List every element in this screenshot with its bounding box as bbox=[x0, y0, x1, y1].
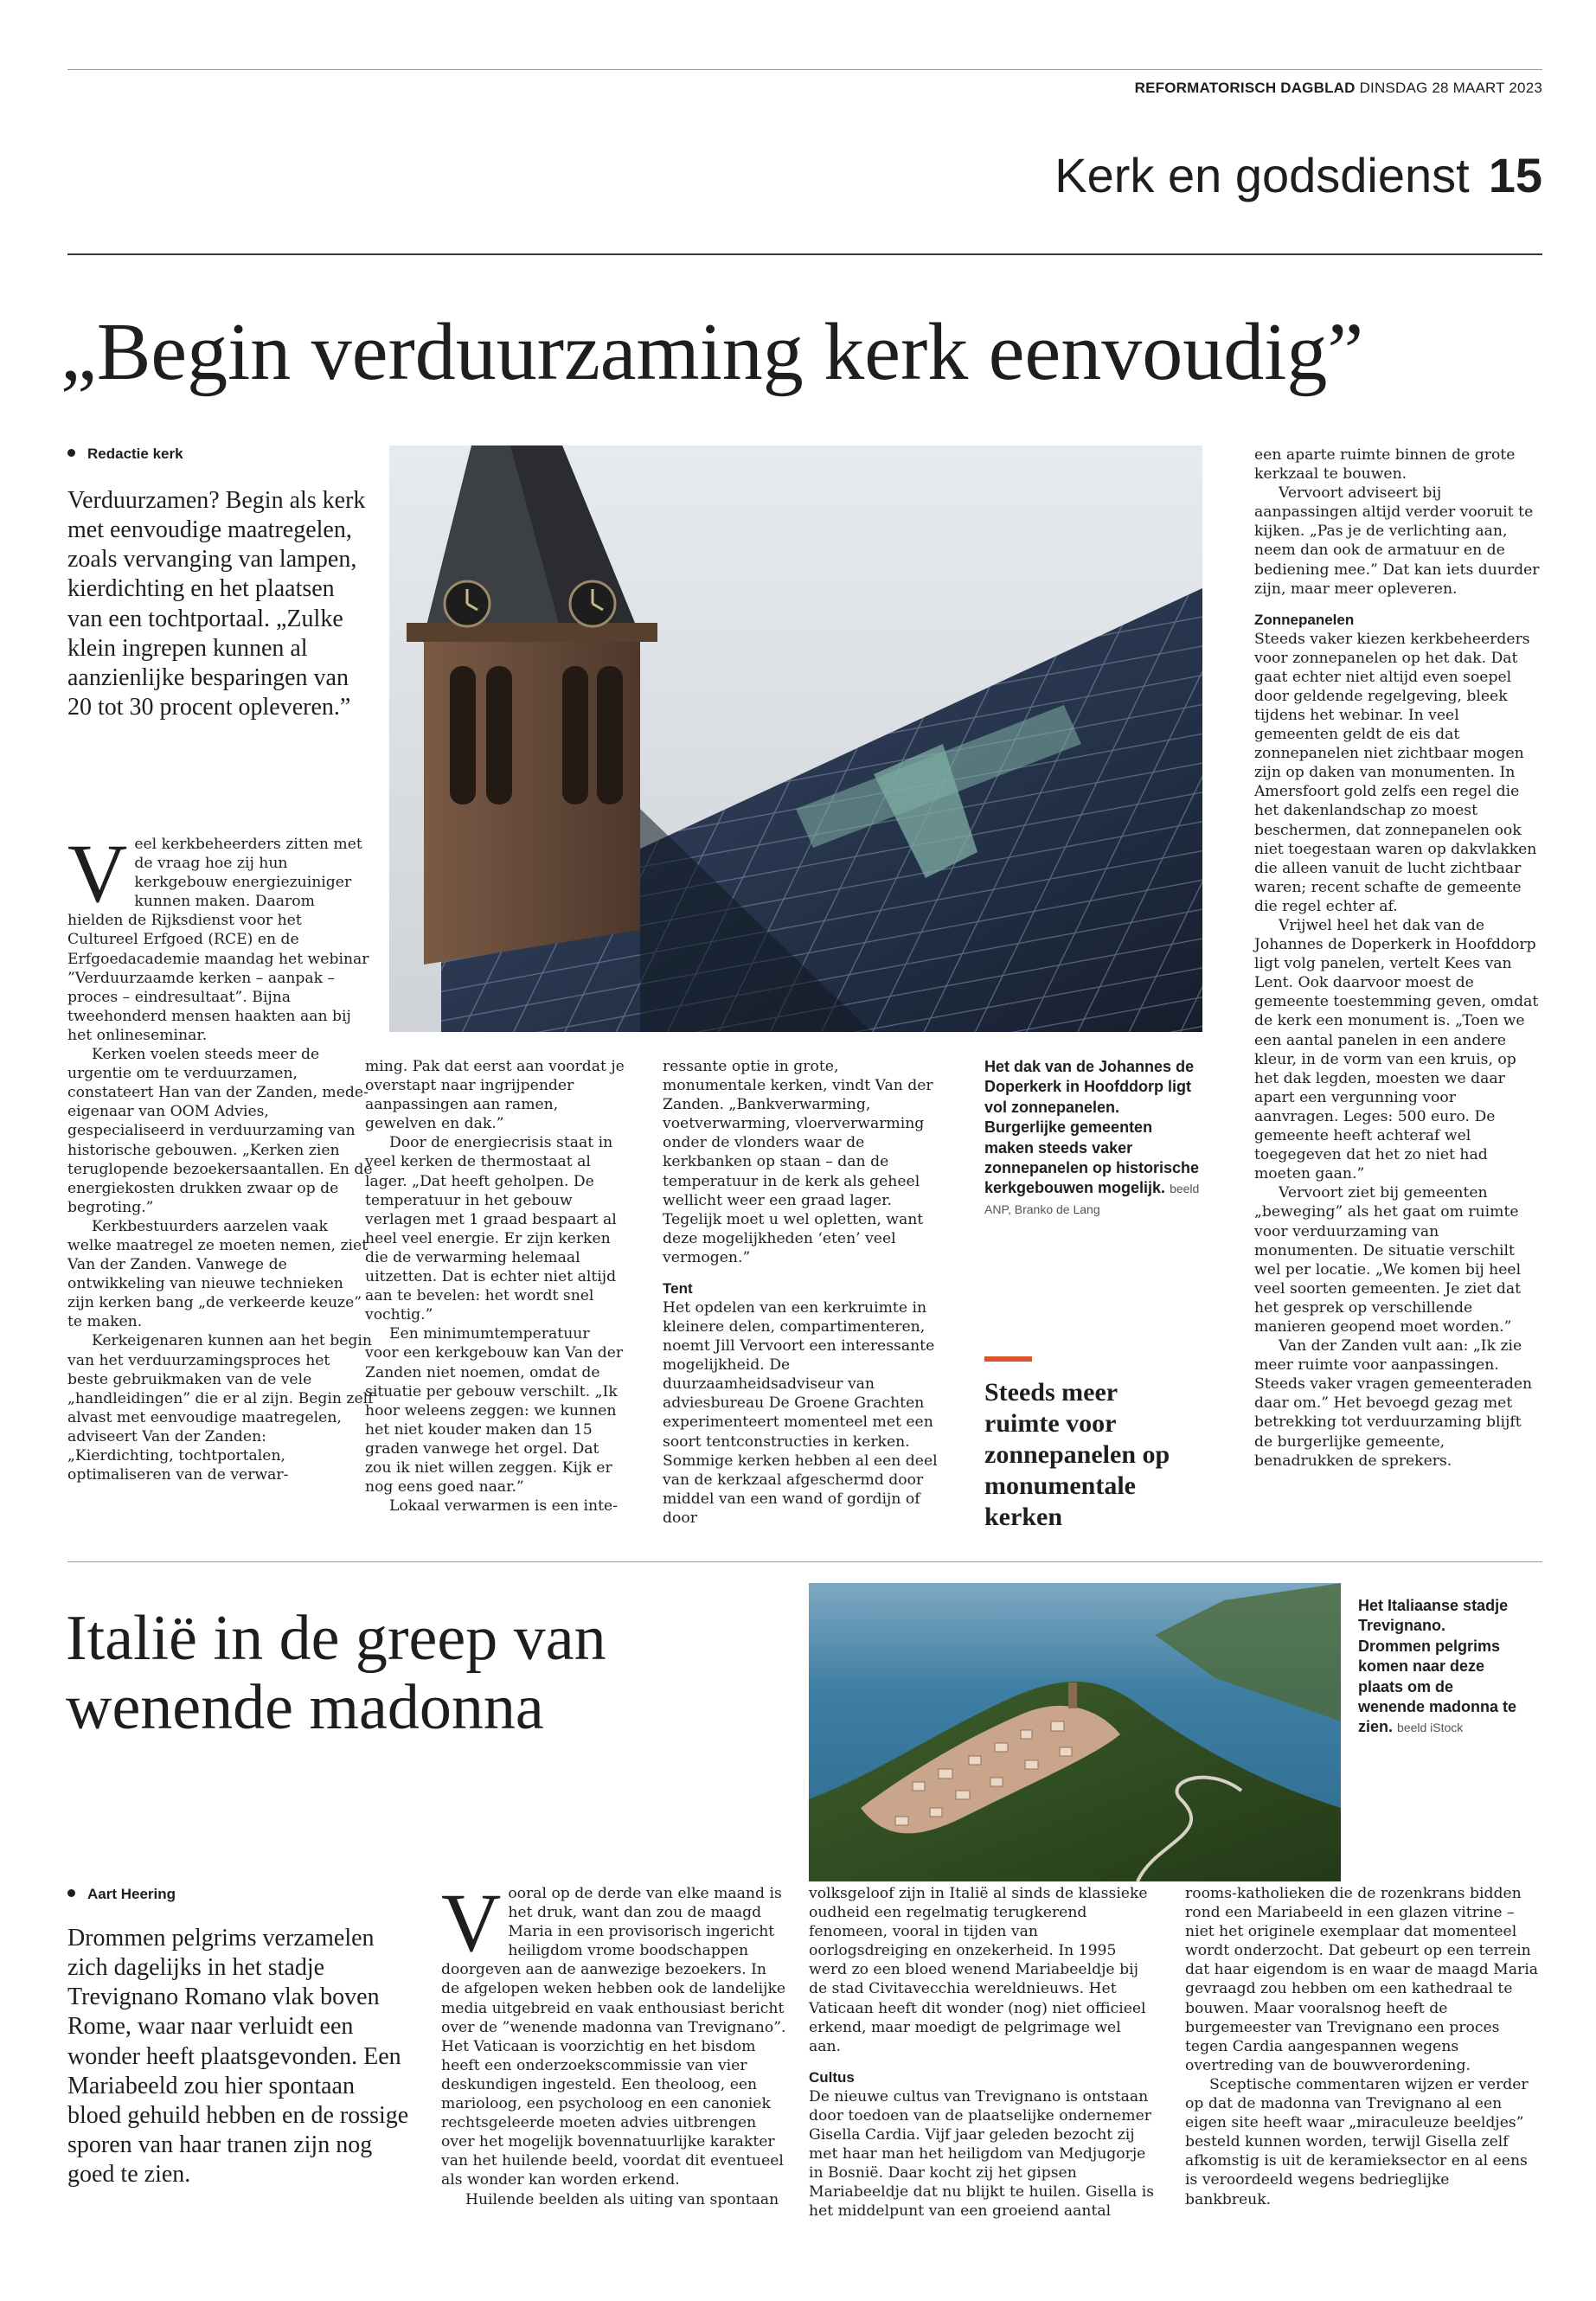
paragraph: een aparte ruimte binnen de grote kerkzaal te bouwen. bbox=[1254, 446, 1516, 484]
paragraph: Van der Zanden vult aan: „Ik zie meer ruimte voor aanpassingen. Steeds vaker vragen gemeenteraden daar om.” Het bevoegd gezag met betrekking tot verduurzaming blijft de burgerlijke gemeente, benadrukken de sprekers. bbox=[1254, 1337, 1533, 1470]
paragraph: Steeds vaker kiezen kerkbeheerders voor zonnepanelen op het dak. Dat gaat echter niet altijd even soepel door geldende regelgeving, bleek tijdens het webinar. In veel gemeenten geldt de eis dat zonnepanelen niet zichtbaar mogen zijn op daken van monumenten. In Amersfoort gold zelfs een regel die het dakenlandschap zo moest beschermen, dat zonnepanelen ook niet toegestaan waren op dakvlakken die alleen vanuit de lucht zichtbaar waren; recent schafte de gemeente die regel echter af. bbox=[1254, 630, 1537, 915]
article1-col2 bbox=[365, 1057, 625, 1516]
masthead-paper: REFORMATORISCH DAGBLAD bbox=[1134, 80, 1356, 96]
caption-text: Het dak van de Johannes de Doperkerk in Hoofddorp ligt vol zonnepanelen. Burgerlijke gemeenten maken steeds vaker zonnepanelen op historische kerkgebouwen mogelijk. bbox=[984, 1058, 1200, 1197]
article1-dropcap: V bbox=[67, 827, 128, 920]
paragraph: Sceptische commentaren wijzen er verder op dat de madonna van Trevignano al een eigen site heeft waar „miraculeuze beeldjes” besteld kunnen worden, terwijl Gisella zelf afkomstig is uit de keramieksector en al eens is veroordeeld wegens bedrieglijke bankbreuk. bbox=[1185, 2075, 1529, 2208]
article-divider bbox=[67, 1561, 1542, 1562]
article1-photo-caption bbox=[984, 1057, 1201, 1219]
byline-bullet bbox=[67, 1889, 75, 1897]
article2-byline bbox=[67, 1886, 176, 1903]
article2-col1 bbox=[441, 1876, 789, 2209]
article2-dropcap: V bbox=[441, 1876, 502, 1969]
paragraph: De nieuwe cultus van Trevignano is ontstaan door toedoen van de plaatselijke ondernemer Gisella Cardia. Vijf jaar geleden bezocht zij met haar man het heiligdom van Medjugorje in Bosnië. Daar kocht zij het gipsen Mariabeeldje dat nu blijkt te huilen. Gisella is het middelpunt van een groeiend aantal bbox=[809, 2087, 1155, 2221]
byline-bullet bbox=[67, 449, 75, 457]
article1-byline bbox=[67, 445, 183, 463]
pullquote-accent-bar bbox=[984, 1356, 1032, 1362]
paragraph: Vrijwel heel het dak van de Johannes de Doperkerk in Hoofddorp ligt volg panelen, vertelt Kees van Lent. Ook daarvoor moest de gemeente toestemming geven, omdat de kerk een monument is. „Toen we een aantal panelen in een andere kleur, in de vorm van een kruis, op het dak legden, moesten we daar apart een vergunning voor aanvragen. Leges: 500 euro. De gemeente heeft achteraf wel toegegeven dat het zo niet had moeten gaan.” bbox=[1254, 917, 1539, 1183]
caption-credit: beeld iStock bbox=[1397, 1721, 1464, 1735]
paragraph: Huilende beelden als uiting van spontaan bbox=[465, 2190, 779, 2208]
article2-col3 bbox=[1185, 1884, 1540, 2209]
article2-intro: Drommen pelgrims verzamelen zich dagelijks in het stadje Trevignano Romano vlak boven Rome, waar naar verluidt een wonder heeft plaatsgevonden. Een Mariabeeld zou hier spontaan bloed gehuild hebben en de rossige sporen van haar tranen zijn nog goed te zien. bbox=[67, 1925, 409, 2189]
page-number: 15 bbox=[1488, 148, 1542, 202]
paragraph: rooms-katholieken die de rozenkrans bidden rond een Mariabeeld in een glazen vitrine – niet het originele exemplaar dat momenteel wordt onderzocht. Dat gebeurt op een terrein dat haar eigendom is en waar de maagd Maria gevraagd zou hebben om een kathedraal te bouwen. Maar vooralsnog heeft de burgemeester van Trevignano een proces tegen Cardia aangespannen wegens overtreding van de bouwverordening. bbox=[1185, 1885, 1538, 2074]
section-name: Kerk en godsdienst bbox=[1054, 148, 1470, 202]
article1-subhead-tent: Tent bbox=[663, 1280, 693, 1298]
paragraph: Vervoort adviseert bij aanpassingen altijd verder vooruit te kijken. „Pas je de verlichting aan, neem dan ook de armatuur en de bediening mee.” Dat kan iets duurder zijn, maar meer opleveren. bbox=[1254, 484, 1540, 598]
top-rule bbox=[67, 69, 1542, 70]
article1-subhead-zonnepanelen: Zonnepanelen bbox=[1254, 611, 1355, 628]
section-header bbox=[1054, 147, 1542, 203]
article1-col3 bbox=[663, 1057, 939, 1528]
paragraph: ooral op de derde van elke maand is het druk, want dan zou de maagd Maria in een provisorisch ingericht heiligdom vrome boodschappen doorgeven aan de aanwezige bezoekers. In de afgelopen weken hebben ook de landelijke media uitgebreid en vaak enthousiast bericht over de ”wenende madonna van Trevignano”. Het Vaticaan is voorzichtig en het bisdom heeft een onderzoekscommissie van vier deskundigen ingesteld. Een theoloog, een marioloog, een psycholoog en een canoniek rechtsgeleerde moeten advies uitbrengen over het mogelijk bovennatuurlijke karakter van het huilende beeld, voordat dit eventueel als wonder kan worden erkend. bbox=[441, 1885, 786, 2189]
article2-subhead-cultus: Cultus bbox=[809, 2068, 855, 2086]
church-solar-photo bbox=[389, 445, 1202, 1032]
article2-col2 bbox=[809, 1884, 1157, 2221]
masthead bbox=[1135, 80, 1542, 97]
article1-headline: „Begin verduurzaming kerk eenvoudig” bbox=[61, 307, 1364, 397]
article2-author: Aart Heering bbox=[87, 1886, 176, 1902]
section-rule bbox=[67, 253, 1542, 255]
paragraph: Door de energiecrisis staat in veel kerken de thermostaat al lager. „Dat heeft geholpen. De temperatuur in het gebouw verlagen met 1 graad bespaart al heel veel energie. Er zijn kerken die de verwarming helemaal uitzetten. Dat is echter niet altijd aan te bevelen: het wordt snel vochtig.” bbox=[365, 1134, 617, 1324]
article1-intro: Verduurzamen? Begin als kerk met eenvoudige maatregelen, zoals vervanging van lampen, kierdichting en het plaatsen van een tochtportaal. „Zulke klein ingrepen kunnen al aanzienlijke besparingen van 20 tot 30 procent opleveren.” bbox=[67, 487, 366, 721]
article1-pullquote: Steeds meer ruimte voor zonnepanelen op monumentale kerken bbox=[984, 1378, 1170, 1531]
article2-photo-caption bbox=[1358, 1596, 1522, 1738]
article1-col5 bbox=[1254, 445, 1544, 1471]
caption-credit: beeld ANP, Branko de Lang bbox=[984, 1182, 1200, 1216]
paragraph: Vervoort ziet bij gemeenten „beweging” als het gaat om ruimte voor verduurzaming van monumenten. De situatie verschilt wel per locatie. „We komen bij heel veel soorten gemeenten. Je ziet dat het gesprek op verschillende manieren geopend moet worden.” bbox=[1254, 1184, 1522, 1336]
paragraph: volksgeloof zijn in Italië al sinds de klassieke oudheid een regelmatig terugkerend fenomeen, vooral in tijden van oorlogsdreiging en onzekerheid. In 1995 werd zo een bloed wenend Mariabeeldje bij de stad Civitavecchia wereldnieuws. Het Vaticaan heeft dit wonder (nog) niet officieel erkend, maar moedigt de pelgrimage wel aan. bbox=[809, 1885, 1148, 2055]
paragraph: Kerkbestuurders aarzelen vaak welke maatregel ze moeten nemen, ziet Van der Zanden. Vanwege de ontwikkeling van nieuwe technieken zijn kerken bang „de verkeerde keuze” te maken. bbox=[67, 1217, 369, 1331]
paragraph: ming. Pak dat eerst aan voordat je overstapt naar ingrijpender aanpassingen aan ramen, gewelven en dak.” bbox=[365, 1058, 625, 1133]
article1-col1 bbox=[67, 827, 375, 1484]
caption-text: Het Italiaanse stadje Trevignano. Drommen pelgrims komen naar deze plaats om de wenende madonna te zien. bbox=[1358, 1597, 1517, 1736]
article1-author: Redactie kerk bbox=[87, 445, 183, 462]
paragraph: Lokaal verwarmen is een inte- bbox=[389, 1497, 619, 1516]
paragraph: eel kerkbeheerders zitten met de vraag hoe zij hun kerkgebouw energiezuiniger kunnen maken. Daarom hielden de Rijksdienst voor het Cultureel Erfgoed (RCE) en de Erfgoedacademie maandag het webinar ”Verduurzaamde kerken – aanpak – proces – eindresultaat”. Bijna tweehonderd mensen haakten aan bij het onlineseminar. bbox=[67, 836, 369, 1044]
masthead-date: DINSDAG 28 MAART 2023 bbox=[1359, 80, 1542, 96]
article2-headline: Italië in de greep van wenende madonna bbox=[66, 1603, 606, 1743]
paragraph: ressante optie in grote, monumentale kerken, vindt Van der Zanden. „Bankverwarming, voetverwarming, vloerverwarming onder de vlonders waar de kerkbanken op staan – dan de temperatuur in de kerk als geheel wellicht weer een graad lager. Tegelijk moet u wel opletten, want deze mogelijkheden ‘eten’ veel vermogen.” bbox=[663, 1058, 933, 1266]
paragraph: Het opdelen van een kerkruimte in kleinere delen, compartimenteren, noemt Jill Vervoort een interessante mogelijkheid. De duurzaamheidsadviseur van adviesbureau De Groene Grachten experimenteert momenteel met een soort tentconstructies in kerken. Sommige kerken hebben al een deel van de kerkzaal afgeschermd door middel van een wand of gordijn of door bbox=[663, 1298, 938, 1527]
paragraph: Een minimumtemperatuur voor een kerkgebouw kan Van der Zanden niet noemen, omdat de situatie per gebouw verschilt. „Ik hoor weleens zeggen: we kunnen het niet kouder maken dan 15 graden vanwege het orgel. Dat zou ik niet willen zeggen. Kijk er nog eens goed naar.” bbox=[365, 1325, 624, 1497]
trevignano-photo bbox=[809, 1583, 1341, 1881]
paragraph: Kerkeigenaren kunnen aan het begin van het verduurzamingsproces het beste gebruikmaken van de vele „handleidingen” die er al zijn. Begin zelf alvast met eenvoudige maatregelen, adviseert Van der Zanden: „Kierdichting, tochtportalen, optimaliseren van de verwar- bbox=[67, 1332, 374, 1484]
trevignano-image bbox=[809, 1583, 1341, 1881]
church-solar-image bbox=[389, 445, 1202, 1032]
paragraph: Kerken voelen steeds meer de urgentie om te verduurzamen, constateert Han van der Zanden, mede-eigenaar van OOM Advies, gespecialiseerd in verduurzaming van historische gebouwen. „Kerken zien teruglopende bezoekersaantallen. En de energiekosten drukken zwaar op de begroting.” bbox=[67, 1046, 373, 1216]
